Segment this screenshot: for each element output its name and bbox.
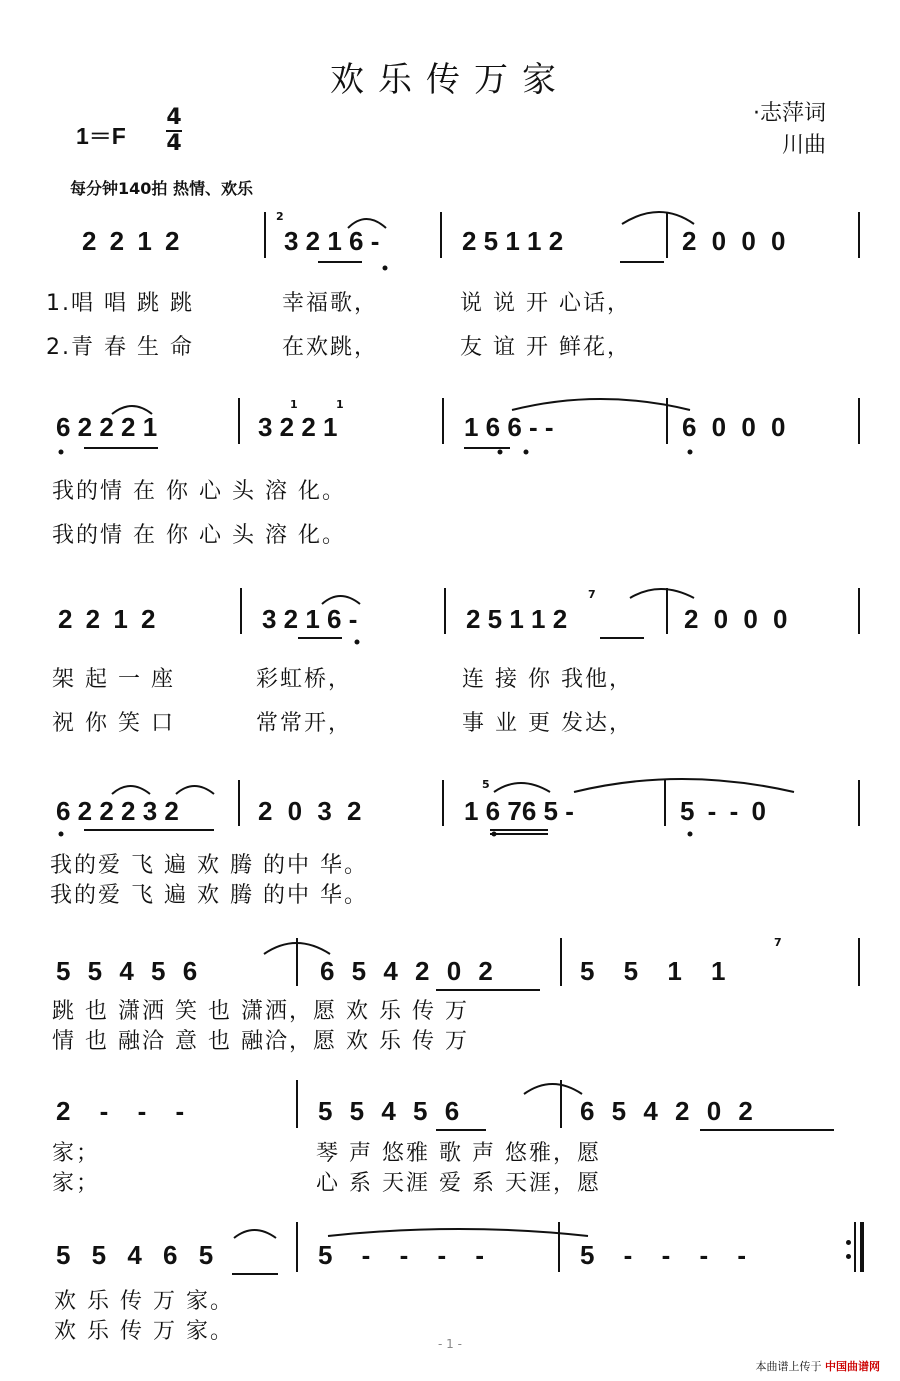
page-number: - 1 - (438, 1337, 462, 1351)
row6-measure2: 5 5 4 5 6 (318, 1096, 460, 1126)
row3-measure2: 3 2 1 6 - (262, 604, 358, 634)
row3-measure4: 2 0 0 0 (684, 604, 788, 634)
row1-verse1-c: 说 说 开 心话， (460, 291, 631, 316)
tempo-marking: 每分钟140拍 热情、欢乐 (70, 179, 253, 198)
row3-verse2-b: 常常开， (256, 711, 353, 736)
row3-verse2-a: 祝 你 笑 口 (52, 711, 175, 736)
time-numerator: 4 (166, 105, 182, 130)
row4-measure2: 2 0 3 2 (258, 796, 362, 826)
composer: 川曲 (781, 133, 826, 158)
row7-measure3: 5 - - - - (580, 1240, 746, 1270)
row5-verse2: 情 也 融洽 意 也 融洽，愿 欢 乐 传 万 (52, 1029, 469, 1054)
page-title: 欢乐传万家 (330, 60, 570, 100)
row3-measure3: 2 5 1 1 2 (466, 604, 568, 634)
row5-measure1: 5 5 4 5 6 (56, 956, 198, 986)
row2-measure3: 1 6 6 - - (464, 412, 554, 442)
row2-measure4: 6 0 0 0 (682, 412, 786, 442)
grace-note: 2 (276, 210, 284, 223)
row7-measure2: 5 - - - - (318, 1240, 484, 1270)
row2-verse1: 我的情 在 你 心 头 溶 化。 (52, 479, 346, 504)
source-text: 本曲谱上传于 (755, 1360, 822, 1373)
time-denominator: 4 (166, 131, 182, 156)
row7-measure1: 5 5 4 6 5 (56, 1240, 214, 1270)
row1-verse1-a: 1.唱 唱 跳 跳 (46, 291, 194, 316)
row1-measure4: 2 0 0 0 (682, 226, 786, 256)
row5-verse1: 跳 也 潇洒 笑 也 潇洒，愿 欢 乐 传 万 (52, 999, 469, 1024)
source-logo: 中国曲谱网 (825, 1360, 880, 1373)
row3-measure1: 2 2 1 2 (58, 604, 156, 634)
row7-verse2: 欢 乐 传 万 家。 (54, 1319, 234, 1344)
row4-measure3: 1 6 76 5 - (464, 796, 574, 826)
row6-verse2-b: 心 系 天涯 爱 系 天涯，愿 (316, 1171, 601, 1196)
row4-measure1: 6 2 2 2 3 2 (56, 796, 179, 826)
row1-verse2-b: 在欢跳， (282, 335, 379, 360)
grace-note: 7 (774, 936, 782, 949)
grace-note: 1 (336, 398, 344, 411)
row1-verse2-c: 友 谊 开 鲜花， (460, 335, 631, 360)
row1-verse2-a: 2.青 春 生 命 (46, 335, 194, 360)
row4-verse1: 我的爱 飞 遍 欢 腾 的中 华。 (50, 853, 368, 878)
grace-note: 1 (290, 398, 298, 411)
row5-measure2: 6 5 4 2 0 2 (320, 956, 493, 986)
row7-verse1: 欢 乐 传 万 家。 (54, 1289, 234, 1314)
lyricist: ·志萍词 (753, 101, 826, 126)
grace-note: 5 (482, 778, 490, 791)
row6-verse1-a: 家； (52, 1141, 101, 1166)
row2-measure2: 3 2 2 1 (258, 412, 338, 442)
row1-measure1: 2 2 1 2 (82, 226, 180, 256)
row3-verse1-a: 架 起 一 座 (52, 667, 175, 692)
row2-measure1: 6 2 2 2 1 (56, 412, 158, 442)
key-signature: 1＝F (76, 123, 126, 149)
source-credit (756, 1358, 881, 1374)
row3-verse2-c: 事 业 更 发达， (462, 711, 633, 736)
row1-verse1-b: 幸福歌， (282, 291, 379, 316)
row4-measure4: 5 - - 0 (680, 796, 766, 826)
row4-verse2: 我的爱 飞 遍 欢 腾 的中 华。 (50, 883, 368, 908)
grace-note: 7 (588, 588, 596, 601)
row6-verse2-a: 家； (52, 1171, 101, 1196)
row6-measure1: 2 - - - (56, 1096, 185, 1126)
row3-verse1-c: 连 接 你 我他， (462, 667, 633, 692)
row3-verse1-b: 彩虹桥， (256, 667, 353, 692)
row6-measure3: 6 5 4 2 0 2 (580, 1096, 753, 1126)
row5-measure3: 5 5 1 1 (580, 956, 726, 986)
row1-measure3: 2 5 1 1 2 (462, 226, 564, 256)
row6-verse1-b: 琴 声 悠雅 歌 声 悠雅，愿 (316, 1141, 601, 1166)
row1-measure2: 3 2 1 6 - (284, 226, 380, 256)
row2-verse2: 我的情 在 你 心 头 溶 化。 (52, 523, 346, 548)
